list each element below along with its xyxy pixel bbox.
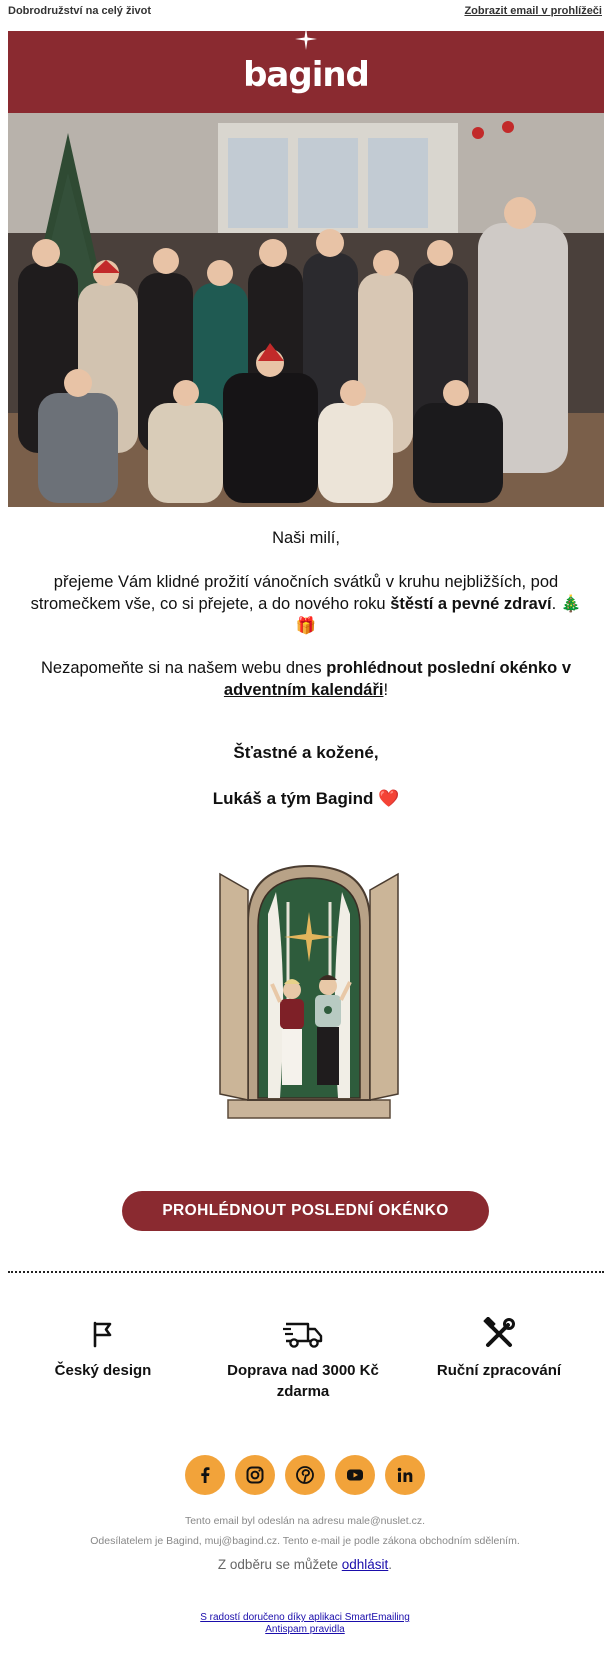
logo-text: bagind — [243, 55, 369, 95]
antispam-link[interactable]: Antispam pravidla — [265, 1624, 345, 1635]
feature-label: Ruční zpracování — [436, 1362, 562, 1379]
feature-label: Doprava nad 3000 Kč zdarma — [227, 1362, 379, 1400]
view-last-window-button[interactable]: PROHLÉDNOUT POSLEDNÍ OKÉNKO — [122, 1191, 489, 1231]
tools-icon — [404, 1316, 594, 1352]
logo-star-icon — [295, 28, 317, 50]
feature-label: Český design — [54, 1362, 152, 1379]
instagram-icon[interactable] — [235, 1455, 275, 1495]
reminder-suffix: ! — [383, 681, 389, 699]
social-links — [0, 1455, 610, 1495]
flag-icon — [8, 1316, 198, 1352]
smartemailing-link[interactable]: S radostí doručeno díky aplikaci SmartEmailing — [200, 1612, 410, 1623]
footer-unsubscribe — [0, 1557, 610, 1572]
pinterest-icon[interactable] — [285, 1455, 325, 1495]
signoff-text: Šťastné a kožené, — [233, 743, 379, 762]
feature-free-shipping — [208, 1316, 398, 1402]
footer-sender: Odesílatelem je Bagind, muj@bagind.cz. Tento e-mail je podle zákona obchodním sdělením. — [90, 1535, 520, 1547]
preheader-tagline: Dobrodružství na celý život — [8, 5, 152, 17]
feature-handmade — [404, 1316, 594, 1381]
dotted-divider — [8, 1271, 604, 1273]
wishes-suffix: . 🎄🎁 — [295, 595, 582, 635]
hero-team-photo — [8, 113, 604, 507]
footer-sent-to: Tento email byl odeslán na adresu male@nuslet.cz. — [184, 1515, 426, 1527]
feature-czech-design — [8, 1316, 198, 1381]
advent-window-illustration — [218, 862, 400, 1120]
features-row — [8, 1316, 604, 1406]
greeting-text: Naši milí, — [272, 529, 340, 547]
unsubscribe-link[interactable]: odhlásit — [341, 1557, 389, 1572]
signature-text: Lukáš a tým Bagind ❤️ — [212, 789, 400, 808]
advent-calendar-link[interactable]: adventním kalendáři — [223, 681, 384, 699]
reminder-paragraph — [28, 657, 584, 701]
bagind-logo[interactable] — [243, 55, 369, 95]
wishes-bold: štěstí a pevné zdraví — [390, 595, 552, 613]
preheader — [8, 0, 602, 22]
footer-provider — [0, 1612, 610, 1636]
email-header — [8, 31, 604, 113]
reminder-bold: prohlédnout poslední okénko v — [326, 659, 572, 677]
facebook-icon[interactable] — [185, 1455, 225, 1495]
view-in-browser-link[interactable]: Zobrazit email v prohlížeči — [464, 5, 602, 17]
wishes-text: přejeme Vám klidné prožití vánočních svátků v kruhu nejbližších, pod stromečkem vše, co si přejete, a do nového roku — [30, 573, 559, 613]
unsubscribe-prefix: Z odběru se můžete — [217, 1557, 342, 1572]
reminder-text: Nezapomeňte si na našem webu dnes — [40, 659, 327, 677]
youtube-icon[interactable] — [335, 1455, 375, 1495]
linkedin-icon[interactable] — [385, 1455, 425, 1495]
unsubscribe-suffix: . — [388, 1557, 393, 1572]
wishes-paragraph — [28, 571, 584, 637]
truck-icon — [208, 1316, 398, 1352]
